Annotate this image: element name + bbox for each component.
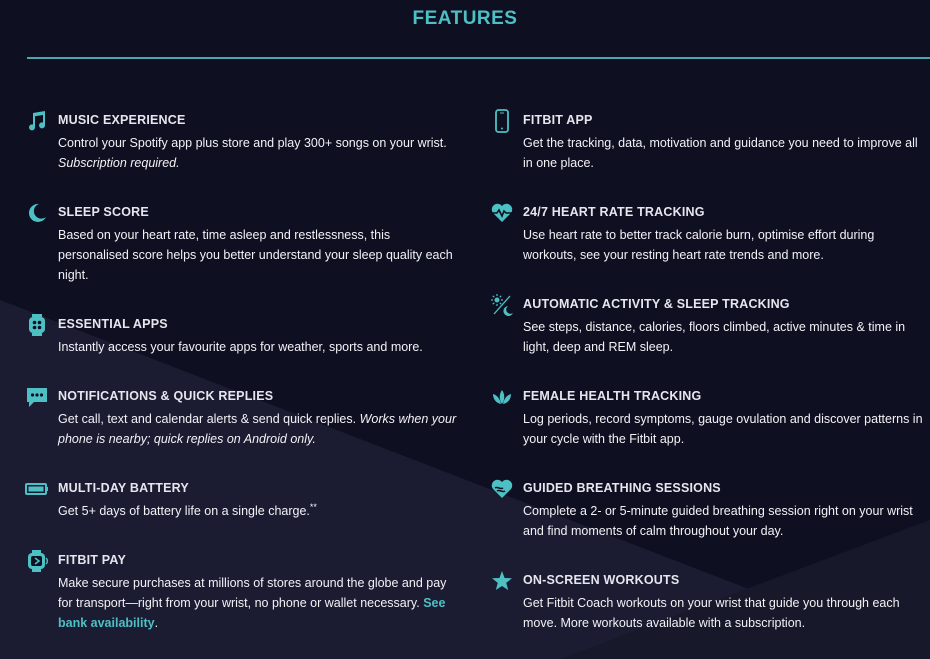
feature-title: SLEEP SCORE <box>58 205 149 219</box>
music-note-icon <box>25 109 49 133</box>
feature-title: AUTOMATIC ACTIVITY & SLEEP TRACKING <box>523 297 790 311</box>
sun-moon-icon <box>490 293 514 317</box>
feature-note: Subscription required. <box>58 156 180 170</box>
heart-rate-icon <box>490 201 514 225</box>
feature-description: Make secure purchases at millions of stores around the globe and pay for transport—right from your wrist, no phone or wallet necessary. See bank availability. <box>58 576 447 630</box>
chat-bubble-icon <box>25 385 49 409</box>
feature-title: MUSIC EXPERIENCE <box>58 113 186 127</box>
header-divider <box>27 57 930 59</box>
feature-description: Get 5+ days of battery life on a single charge.** <box>58 501 317 518</box>
feature-fitbit-pay <box>58 553 458 633</box>
feature-note: Works when your phone is nearby; quick replies on Android only. <box>58 412 457 446</box>
feature-title: MULTI-DAY BATTERY <box>58 481 189 495</box>
feature-description: Get the tracking, data, motivation and guidance you need to improve all in one place. <box>523 136 918 170</box>
feature-description: Complete a 2- or 5-minute guided breathing session right on your wrist and find moments of calm throughout your day. <box>523 504 913 538</box>
feature-description: Control your Spotify app plus store and play 300+ songs on your wrist. Subscription required. <box>58 136 447 170</box>
feature-title: FEMALE HEALTH TRACKING <box>523 389 702 403</box>
battery-icon <box>25 477 49 501</box>
feature-activity-sleep <box>523 297 923 357</box>
feature-guided-breathing <box>523 481 923 541</box>
feature-description: Get Fitbit Coach workouts on your wrist that guide you through each move. More workouts available with a subscription. <box>523 596 900 630</box>
moon-icon <box>25 201 49 225</box>
feature-music-experience <box>58 113 458 173</box>
feature-title: ON-SCREEN WORKOUTS <box>523 573 680 587</box>
phone-icon <box>490 109 514 133</box>
feature-description: Use heart rate to better track calorie burn, optimise effort during workouts, see your resting heart rate trends and more. <box>523 228 875 262</box>
feature-multi-day-battery <box>58 481 458 521</box>
feature-notifications <box>58 389 458 449</box>
breathing-heart-icon <box>490 477 514 501</box>
feature-title: GUIDED BREATHING SESSIONS <box>523 481 721 495</box>
watch-pay-icon <box>25 549 49 573</box>
feature-fitbit-app <box>523 113 923 173</box>
feature-title: 24/7 HEART RATE TRACKING <box>523 205 705 219</box>
feature-description: Log periods, record symptoms, gauge ovulation and discover patterns in your cycle with the Fitbit app. <box>523 412 923 446</box>
feature-description: See steps, distance, calories, floors climbed, active minutes & time in light, deep and REM sleep. <box>523 320 906 354</box>
star-icon <box>490 569 514 593</box>
feature-description: Based on your heart rate, time asleep and restlessness, this personalised score helps you better understand your sleep quality each night. <box>58 228 453 282</box>
feature-essential-apps <box>58 317 458 357</box>
feature-description: Get call, text and calendar alerts & send quick replies. Works when your phone is nearby; quick replies on Android only. <box>58 412 457 446</box>
feature-title: FITBIT PAY <box>58 553 126 567</box>
feature-title: NOTIFICATIONS & QUICK REPLIES <box>58 389 274 403</box>
feature-on-screen-workouts <box>523 573 923 633</box>
page-title: FEATURES <box>412 8 518 29</box>
watch-apps-icon <box>25 313 49 337</box>
feature-heart-rate <box>523 205 923 265</box>
feature-female-health <box>523 389 923 449</box>
feature-description: Instantly access your favourite apps for weather, sports and more. <box>58 340 423 354</box>
bank-availability-link[interactable]: See bank availability <box>58 596 446 630</box>
feature-title: FITBIT APP <box>523 113 593 127</box>
feature-title: ESSENTIAL APPS <box>58 317 168 331</box>
lotus-icon <box>490 385 514 409</box>
feature-sleep-score <box>58 205 458 285</box>
footnote-marker: ** <box>309 501 317 512</box>
